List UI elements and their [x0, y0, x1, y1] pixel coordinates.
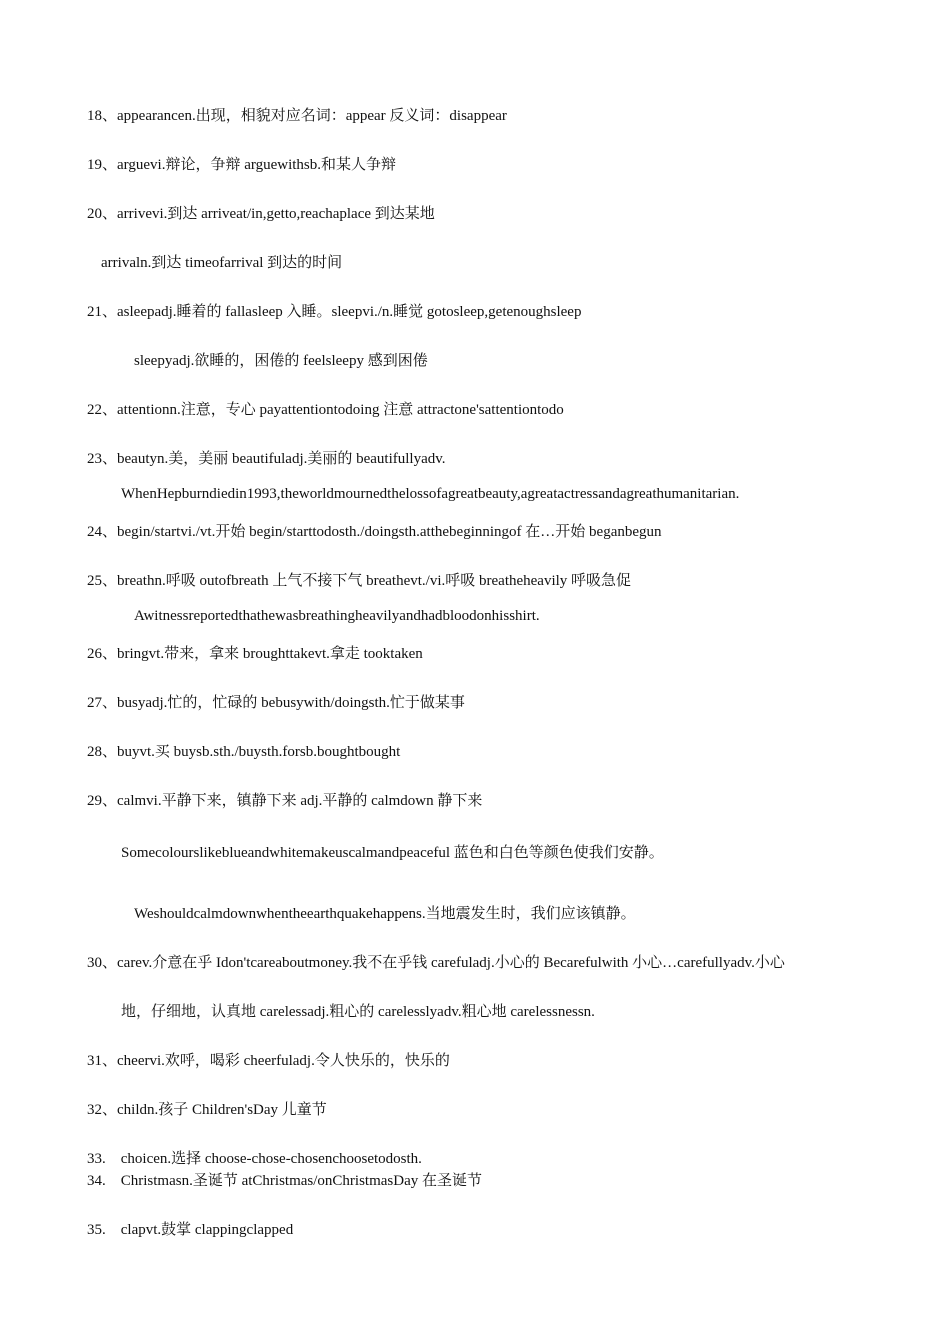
vocab-entry-28: 28、buyvt.买 buysb.sth./buysth.forsb.boughtbought [87, 744, 401, 760]
vocab-entry-30: 30、carev.介意在乎 Idon'tcareaboutmoney.我不在乎钱 carefuladj.小心的 Becarefulwith 小心…carefullyadv.小心 [87, 955, 785, 971]
vocab-entry-30-cont: 地，仔细地，认真地 carelessadj.粗心的 carelesslyadv.粗心地 carelessnessn. [121, 1004, 595, 1020]
vocab-entry-21: 21、asleepadj.睡着的 fallasleep 入睡。sleepvi./n.睡觉 gotosleep,getenoughsleep [87, 304, 582, 320]
vocab-entry-29-example-2: Weshouldcalmdownwhentheearthquakehappens.当地震发生时，我们应该镇静。 [134, 906, 636, 922]
vocab-entry-29-example-1: Somecolourslikeblueandwhitemakeuscalmandpeaceful 蓝色和白色等颜色使我们安静。 [121, 845, 664, 861]
vocab-entry-23: 23、beautyn.美，美丽 beautifuladj.美丽的 beautifullyadv. [87, 451, 446, 467]
vocab-entry-35: 35. clapvt.鼓掌 clappingclapped [87, 1222, 294, 1238]
vocab-entry-25: 25、breathn.呼吸 outofbreath 上气不接下气 breathevt./vi.呼吸 breatheheavily 呼吸急促 [87, 573, 632, 589]
vocab-entry-23-example: WhenHepburndiedin1993,theworldmournedthelossofagreatbeauty,agreatactressandagreathumanitarian. [121, 486, 740, 502]
vocab-entry-19: 19、arguevi.辩论，争辩 arguewithsb.和某人争辩 [87, 157, 397, 173]
vocab-entry-29: 29、calmvi.平静下来，镇静下来 adj.平静的 calmdown 静下来 [87, 793, 483, 809]
vocab-entry-20: 20、arrivevi.到达 arriveat/in,getto,reachaplace 到达某地 [87, 206, 435, 222]
vocab-entry-26: 26、bringvt.带来，拿来 broughttakevt.拿走 tooktaken [87, 646, 423, 662]
vocab-entry-25-example: Awitnessreportedthathewasbreathingheavilyandhadbloodonhisshirt. [134, 608, 540, 624]
vocab-entry-24: 24、begin/startvi./vt.开始 begin/starttodosth./doingsth.atthebeginningof 在…开始 beganbegun [87, 524, 662, 540]
vocab-entry-33: 33. choicen.选择 choose-chose-chosenchoosetodosth. [87, 1151, 422, 1167]
vocab-entry-21-sub: sleepyadj.欲睡的，困倦的 feelsleepy 感到困倦 [134, 353, 428, 369]
vocab-entry-32: 32、childn.孩子 Children'sDay 儿童节 [87, 1102, 327, 1118]
vocab-entry-27: 27、busyadj.忙的，忙碌的 bebusywith/doingsth.忙于做某事 [87, 695, 465, 711]
vocab-entry-22: 22、attentionn.注意，专心 payattentiontodoing 注意 attractone'sattentiontodo [87, 402, 564, 418]
vocab-entry-18: 18、appearancen.出现，相貌对应名词：appear 反义词：disappear [87, 108, 507, 124]
vocab-entry-34: 34. Christmasn.圣诞节 atChristmas/onChristmasDay 在圣诞节 [87, 1173, 482, 1189]
vocab-entry-31: 31、cheervi.欢呼，喝彩 cheerfuladj.令人快乐的，快乐的 [87, 1053, 450, 1069]
vocab-entry-20-sub: arrivaln.到达 timeofarrival 到达的时间 [101, 255, 343, 271]
